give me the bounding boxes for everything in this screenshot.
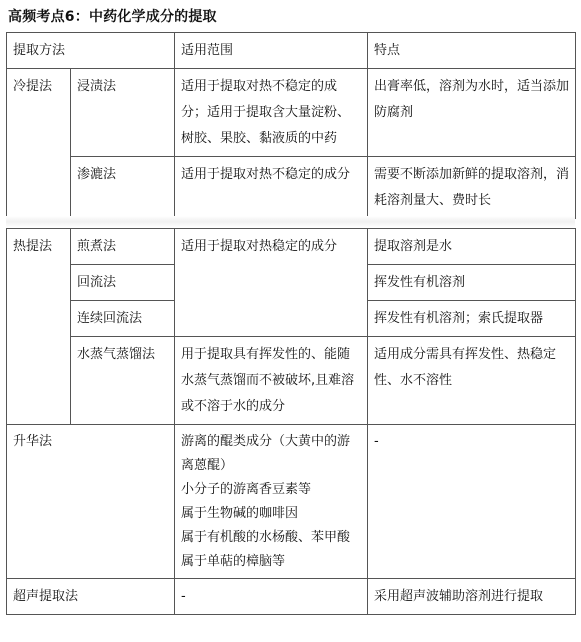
table-row xyxy=(7,579,576,615)
scope-line: 属于单萜的樟脑等 xyxy=(181,554,286,569)
method-feature: - xyxy=(368,425,576,579)
header-feature: 特点 xyxy=(368,33,576,69)
extraction-table-part-2 xyxy=(6,228,576,615)
scope-line: 小分子的游离香豆素等 xyxy=(181,482,312,497)
method-name: 回流法 xyxy=(71,265,175,301)
method-feature: 采用超声波辅助溶剂进行提取 xyxy=(368,579,576,615)
method-scope: - xyxy=(175,579,368,615)
table-row xyxy=(7,229,576,265)
group-cold: 冷提法 xyxy=(7,69,71,219)
table-header-row xyxy=(7,33,576,69)
header-method: 提取方法 xyxy=(7,33,175,69)
method-feature: 出膏率低，溶剂为水时，适当添加防腐剂 xyxy=(368,69,576,157)
header-scope: 适用范围 xyxy=(175,33,368,69)
method-scope: 适用于提取对热不稳定的成分；适用于提取含大量淀粉、树胶、果胶、黏液质的中药 xyxy=(175,69,368,157)
method-scope xyxy=(175,425,368,579)
method-feature: 适用成分需具有挥发性、热稳定性、水不溶性 xyxy=(368,337,576,425)
method-scope: 适用于提取对热稳定的成分 xyxy=(175,229,368,337)
method-feature: 需要不断添加新鲜的提取溶剂，消耗溶剂量大、费时长 xyxy=(368,157,576,219)
method-feature: 挥发性有机溶剂；索氏提取器 xyxy=(368,301,576,337)
page-title: 高频考点6：中药化学成分的提取 xyxy=(8,9,217,25)
method-name: 渗漉法 xyxy=(71,157,175,219)
table-row xyxy=(7,157,576,219)
group-hot: 热提法 xyxy=(7,229,71,425)
method-name: 连续回流法 xyxy=(71,301,175,337)
method-name: 超声提取法 xyxy=(7,579,175,615)
extraction-table-part-1 xyxy=(6,32,576,219)
method-feature: 挥发性有机溶剂 xyxy=(368,265,576,301)
method-name: 升华法 xyxy=(7,425,175,579)
method-name: 煎煮法 xyxy=(71,229,175,265)
method-name: 水蒸气蒸馏法 xyxy=(71,337,175,425)
method-scope: 用于提取具有挥发性的、能随水蒸气蒸馏而不被破坏,且难溶或不溶于水的成分 xyxy=(175,337,368,425)
table-row xyxy=(7,69,576,157)
scope-line: 游离的醌类成分（大黄中的游离蒽醌） xyxy=(181,434,351,473)
method-scope: 适用于提取对热不稳定的成分 xyxy=(175,157,368,219)
table-row xyxy=(7,425,576,579)
table-row xyxy=(7,337,576,425)
scope-line: 属于生物碱的咖啡因 xyxy=(181,506,299,521)
scope-line: 属于有机酸的水杨酸、苯甲酸 xyxy=(181,530,351,545)
page-break-band xyxy=(6,216,575,228)
method-feature: 提取溶剂是水 xyxy=(368,229,576,265)
method-name: 浸渍法 xyxy=(71,69,175,157)
